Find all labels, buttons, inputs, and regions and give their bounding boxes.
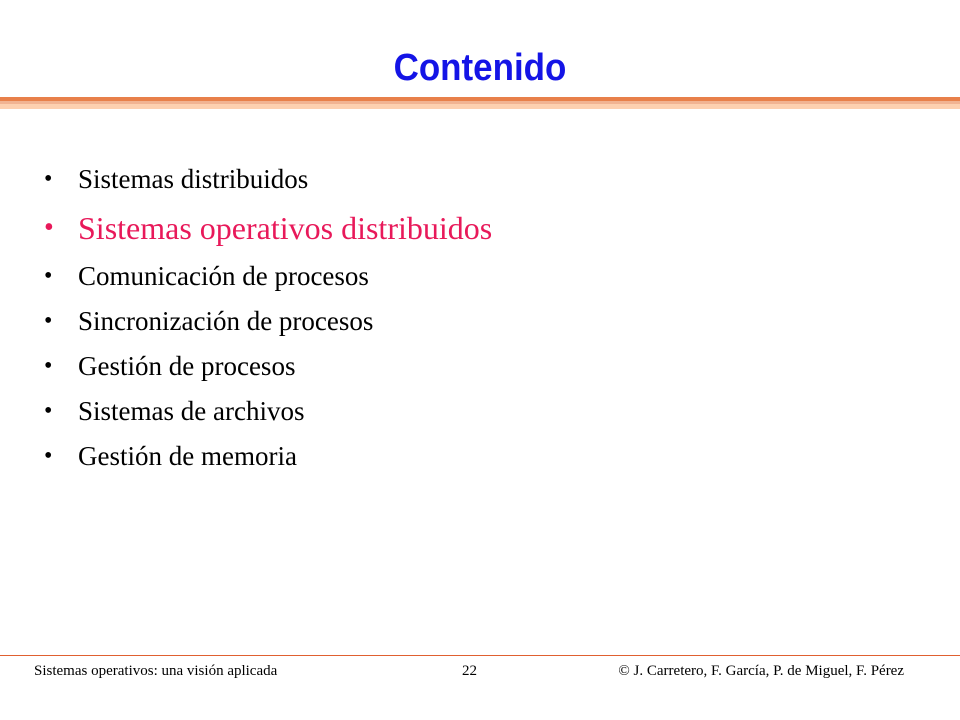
footer-copyright: © J. Carretero, F. García, P. de Miguel, F. Pérez [618, 663, 904, 679]
bullet-text: Sincronización de procesos [78, 306, 374, 336]
footer-book-title: Sistemas operativos: una visión aplicada [34, 663, 278, 679]
bullet-list [44, 157, 492, 479]
bullet-text: Sistemas de archivos [78, 396, 305, 426]
bullet-item [44, 344, 492, 389]
bullet-text: Gestión de memoria [78, 441, 297, 471]
bullet-item [44, 434, 492, 479]
bullet-icon: • [44, 263, 53, 289]
bullet-icon: • [44, 212, 54, 243]
underline-band-mid [0, 101, 960, 104]
bullet-text: Sistemas distribuidos [78, 164, 309, 194]
bullet-item [44, 389, 492, 434]
bullet-item-highlighted [44, 202, 492, 254]
bullet-item [44, 299, 492, 344]
bullet-icon: • [44, 443, 53, 469]
bullet-icon: • [44, 166, 53, 192]
bullet-item [44, 254, 492, 299]
bullet-item [44, 157, 492, 202]
title-underline [0, 97, 960, 109]
page-number: 22 [462, 663, 477, 679]
bullet-text: Sistemas operativos distribuidos [78, 209, 493, 246]
bullet-text: Gestión de procesos [78, 351, 296, 381]
slide-title: Contenido [393, 47, 567, 89]
bullet-text: Comunicación de procesos [78, 261, 369, 291]
bullet-icon: • [44, 308, 53, 334]
footer-divider [0, 655, 960, 656]
underline-band-light [0, 104, 960, 109]
bullet-icon: • [44, 398, 53, 424]
bullet-icon: • [44, 353, 53, 379]
